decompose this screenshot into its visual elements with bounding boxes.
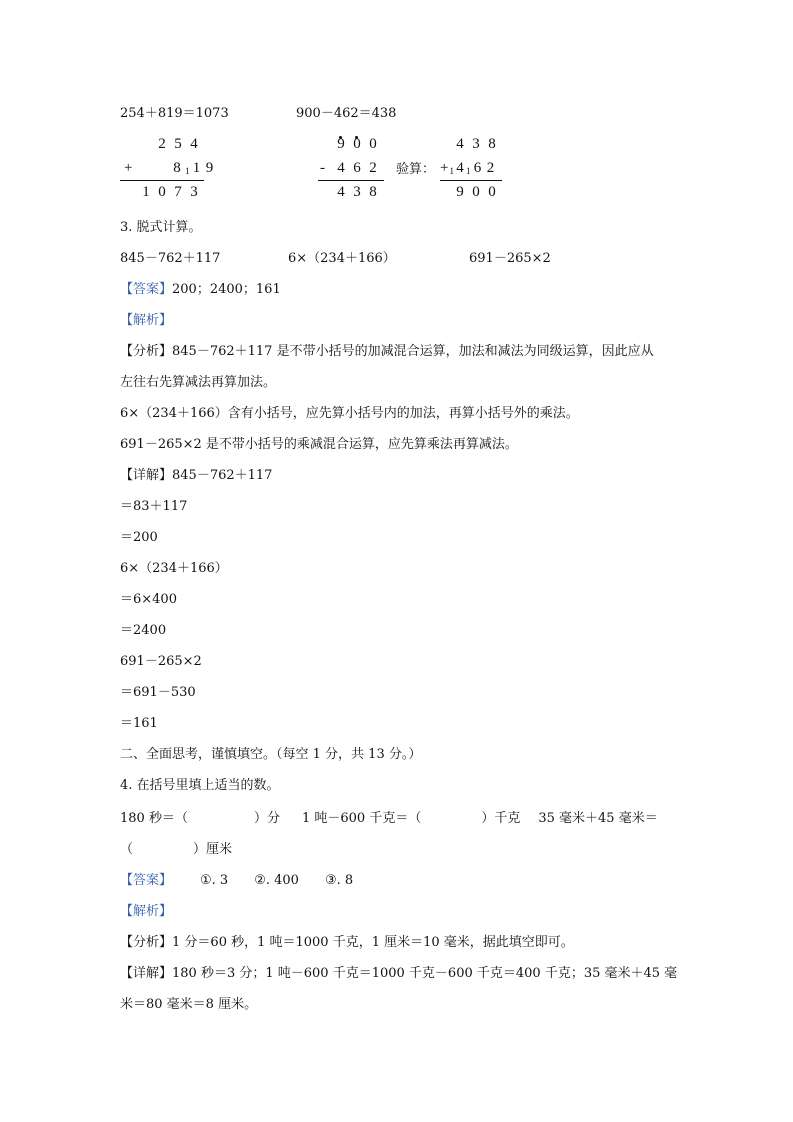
step: ＝200 (120, 530, 158, 545)
digit: 1 (192, 160, 201, 176)
step: 6×（234＋166） (120, 561, 228, 576)
digit: 8 (369, 184, 377, 200)
detail-line (120, 467, 272, 485)
detail-text: 米＝80 毫米＝8 厘米。 (120, 997, 258, 1012)
fill-text: 1 吨－600 千克＝（ (301, 811, 422, 826)
rule-line (318, 180, 384, 181)
digit: 1 (142, 184, 150, 200)
answer-item: ③. 8 (324, 873, 354, 888)
answer-tag: 【答案】 (120, 282, 173, 297)
fill-text: 180 秒＝（ (120, 811, 188, 826)
vertical-subtraction (318, 136, 408, 206)
digit: 2 (486, 160, 495, 176)
fill-text: ）千克 (481, 811, 521, 826)
step: ＝6×400 (120, 592, 177, 607)
carry-mark: 1 (185, 166, 190, 176)
rule-line (440, 180, 502, 181)
step: ＝2400 (120, 623, 167, 638)
minus-sign: - (320, 160, 325, 176)
analysis-text: 左往右先算减法再算加法。 (120, 375, 277, 390)
plus-sign: + (440, 160, 449, 176)
digit: 3 (190, 184, 198, 200)
digit: 4 (337, 184, 345, 200)
answer-line (120, 872, 353, 890)
digit: 4 (456, 136, 464, 152)
analysis-line (120, 343, 654, 361)
fenxi-tag: 【分析】 (120, 344, 173, 359)
fenxi-tag: 【分析】 (120, 935, 173, 950)
digit: 6 (353, 160, 361, 176)
vertical-addition (120, 136, 214, 206)
digit: 2 (369, 160, 377, 176)
fill-text: 35 毫米＋45 毫米＝ (538, 811, 658, 826)
digit: 0 (488, 184, 496, 200)
expression: 845－762＋117 (120, 251, 221, 266)
fill-text: ）分 (253, 811, 280, 826)
digit: 0 (158, 184, 166, 200)
step: 691－265×2 (120, 654, 202, 669)
analysis-line (120, 934, 574, 952)
fill-line-2 (120, 841, 232, 859)
expression: 691－265×2 (469, 251, 551, 266)
analysis-text: 691－265×2 是不带小括号的乘减混合运算，应先算乘法再算减法。 (120, 437, 518, 452)
step: ＝691－530 (120, 685, 196, 700)
step: 845－762＋117 (172, 468, 273, 483)
digit: 4 (456, 160, 464, 176)
answer-tag: 【答案】 (120, 873, 173, 888)
carry-mark: 1 (465, 166, 471, 176)
digit: 6 (473, 160, 482, 176)
digit: 4 (337, 160, 345, 176)
section-heading: 二、全面思考，谨慎填空。（每空 1 分，共 13 分。） (120, 747, 422, 762)
expression: 6×（234＋166） (288, 251, 396, 266)
digit: 8 (488, 136, 496, 152)
digit: 4 (190, 136, 198, 152)
digit: 3 (472, 136, 480, 152)
detail-text: 180 秒＝3 分；1 吨－600 千克＝1000 千克－600 千克＝400 千克；35 毫米＋45 毫 (172, 966, 678, 981)
digit: 3 (353, 184, 361, 200)
digit: 9 (205, 160, 214, 176)
detail-tag: 【详解】 (120, 966, 173, 981)
fill-line-1 (120, 810, 658, 828)
answer-line (120, 281, 281, 299)
equation-add: 254＋819＝1073 (120, 106, 229, 121)
step: ＝161 (120, 716, 158, 731)
vertical-check (440, 136, 520, 206)
digit: 0 (369, 136, 377, 152)
check-label: 验算： (396, 162, 436, 177)
analysis-text: 6×（234＋166）含有小括号，应先算小括号内的加法，再算小括号外的乘法。 (120, 406, 579, 421)
analysis-text: 1 分＝60 秒，1 吨＝1000 千克，1 厘米＝10 毫米，据此填空即可。 (172, 935, 574, 950)
carry-mark: 1 (449, 166, 454, 176)
answer-text: 200；2400；161 (172, 282, 281, 297)
digit: 7 (174, 184, 182, 200)
analysis-text: 845－762＋117 是不带小括号的加减混合运算，加法和减法为同级运算，因此应从 (172, 344, 654, 359)
digit: 8 (173, 160, 181, 176)
digit: 0 (353, 136, 361, 152)
digit: 9 (456, 184, 464, 200)
digit: 0 (472, 184, 480, 200)
digit: 2 (158, 136, 166, 152)
analysis-tag: 【解析】 (120, 313, 173, 328)
question-3-title: 3. 脱式计算。 (120, 220, 202, 235)
question-4-title: 4. 在括号里填上适当的数。 (120, 778, 280, 793)
equation-sub: 900－462＝438 (296, 106, 397, 121)
rule-line (120, 180, 204, 181)
digit: 9 (337, 136, 345, 152)
plus-sign: + (124, 160, 133, 176)
answer-item: ②. 400 (254, 873, 299, 888)
detail-line (120, 965, 677, 983)
answer-item: ①. 3 (200, 873, 229, 888)
detail-tag: 【详解】 (120, 468, 173, 483)
fill-text: ）厘米 (193, 842, 233, 857)
step: ＝83＋117 (120, 499, 188, 514)
fill-text: （ (120, 842, 134, 857)
digit: 5 (174, 136, 182, 152)
analysis-tag: 【解析】 (120, 904, 173, 919)
